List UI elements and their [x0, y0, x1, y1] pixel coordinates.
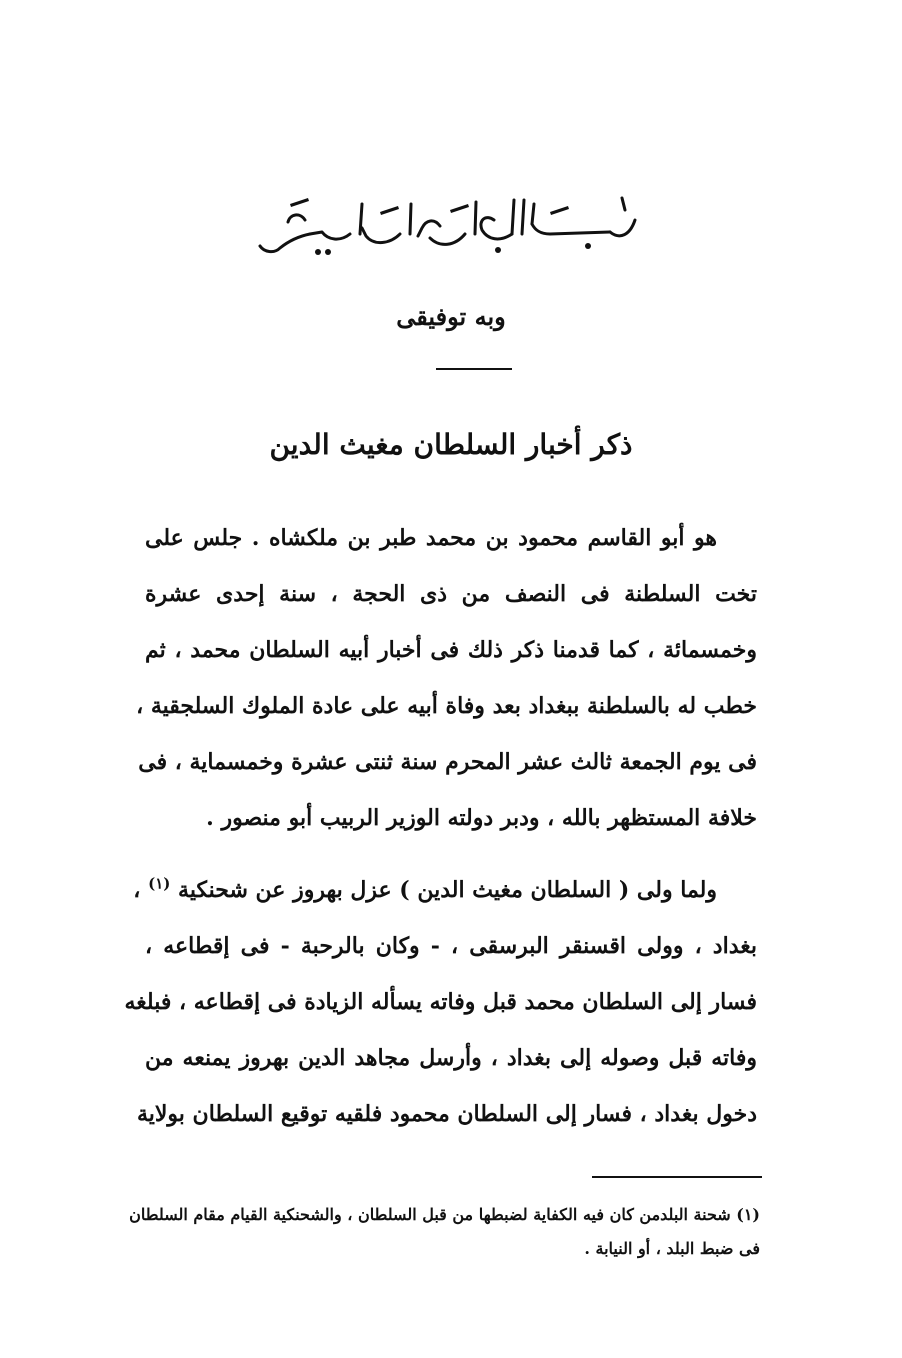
- basmala-calligraphy-graphic: [250, 190, 650, 270]
- subheading: وبه توفيقى: [396, 302, 506, 331]
- text-line: دخول بغداد ، فسار إلى السلطان محمود فلقيه توقيع السلطان بولاية: [136, 1101, 757, 1127]
- footnote-line: (١) شحنة البلدمن كان فيه الكفاية لضبطها من قبل السلطان ، والشحنكية القيام مقام السلطان: [129, 1205, 760, 1224]
- footnote-divider: [592, 1176, 762, 1178]
- footnote-reference: (١): [148, 874, 171, 893]
- paragraph-2: [124, 862, 757, 1142]
- text-segment: ،: [133, 877, 141, 903]
- text-line: فسار إلى السلطان محمد قبل وفاته يسأله الزيادة فى إقطاعه ، فبلغه: [124, 989, 757, 1015]
- footnote: [129, 1198, 760, 1266]
- chapter-title: ذكر أخبار السلطان مغيث الدين: [269, 428, 633, 461]
- text-line: بغداد ، وولى اقسنقر البرسقى ، - وكان بالرحبة - فى إقطاعه ،: [145, 933, 757, 959]
- text-line: وفاته قبل وصوله إلى بغداد ، وأرسل مجاهد الدين بهروز يمنعه من: [145, 1045, 757, 1071]
- paragraph-gap: [145, 846, 757, 862]
- basmala-calligraphy: [250, 190, 650, 270]
- text-line: هو أبو القاسم محمود بن محمد طبر بن ملكشاه . جلس على: [145, 525, 717, 551]
- text-line: خطب له بالسلطنة ببغداد بعد وفاة أبيه على عادة الملوك السلجقية ،: [136, 693, 757, 719]
- text-line: فى يوم الجمعة ثالث عشر المحرم سنة ثنتى عشرة وخمسماية ، فى: [138, 749, 757, 775]
- text-line: تخت السلطنة فى النصف من ذى الحجة ، سنة إحدى عشرة: [145, 581, 757, 607]
- body-text: [124, 510, 757, 1142]
- footnote-line: فى ضبط البلد ، أو النيابة .: [584, 1239, 760, 1258]
- text-line: خلافة المستظهر بالله ، ودبر دولته الوزير الربيب أبو منصور .: [206, 805, 757, 831]
- text-line: وخمسمائة ، كما قدمنا ذكر ذلك فى أخبار أبيه السلطان محمد ، ثم: [145, 637, 757, 663]
- paragraph-1: [136, 510, 757, 846]
- text-line: [133, 862, 757, 918]
- section-divider: [436, 368, 512, 370]
- text-segment: ولما ولى ( السلطان مغيث الدين ) عزل بهروز عن شحنكية: [178, 877, 717, 903]
